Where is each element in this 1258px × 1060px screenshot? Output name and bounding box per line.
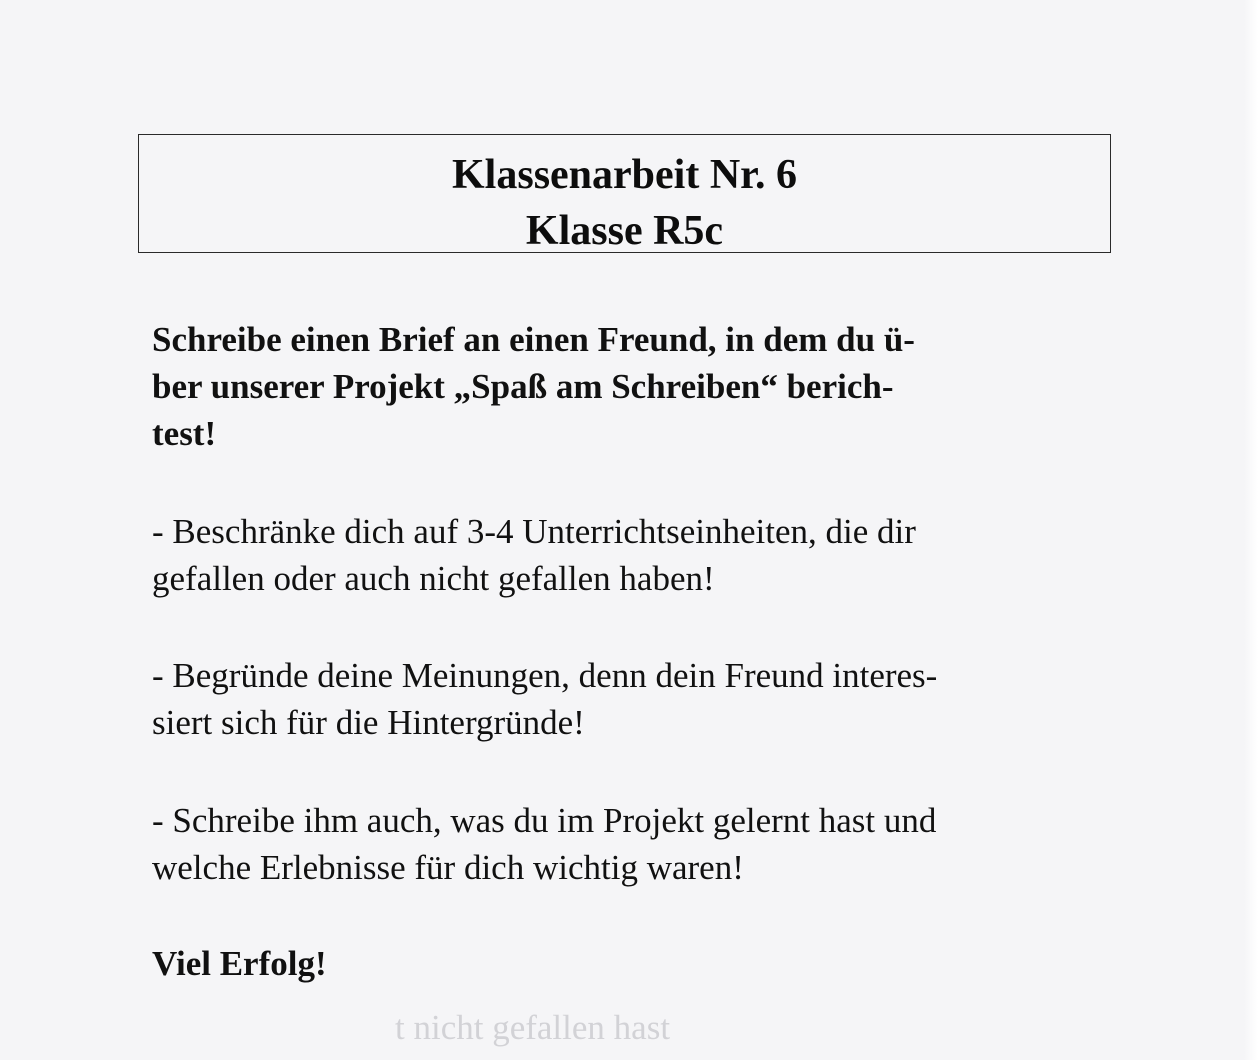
bullet-line: siert sich für die Hintergründe! [152, 703, 585, 742]
bullet-justify-opinions [152, 652, 1112, 746]
header-box [138, 134, 1111, 253]
bullet-line: gefallen oder auch nicht gefallen haben! [152, 559, 715, 598]
class-name: Klasse R5c [525, 208, 724, 254]
task-line: ber unserer Projekt „Spaß am Schreiben“ berich- [152, 367, 894, 406]
task-line: Schreibe einen Brief an einen Freund, in dem du ü- [152, 320, 915, 359]
page-edge [1244, 0, 1258, 1060]
task-instruction [152, 316, 1112, 457]
bleed-through-text: t nicht gefallen hast [395, 1008, 671, 1047]
bullet-line: - Begründe deine Meinungen, denn dein Freund interes- [152, 656, 938, 695]
bullet-line: - Beschränke dich auf 3-4 Unterrichtseinheiten, die dir [152, 512, 916, 551]
bullet-line: - Schreibe ihm auch, was du im Projekt gelernt hast und [152, 801, 937, 840]
exam-title: Klassenarbeit Nr. 6 [452, 152, 797, 198]
bullet-line: welche Erlebnisse für dich wichtig waren! [152, 848, 744, 887]
bullet-limit-units [152, 508, 1112, 602]
bullet-what-learned [152, 797, 1112, 891]
closing-wish: Viel Erfolg! [152, 944, 327, 983]
task-line: test! [152, 414, 217, 453]
